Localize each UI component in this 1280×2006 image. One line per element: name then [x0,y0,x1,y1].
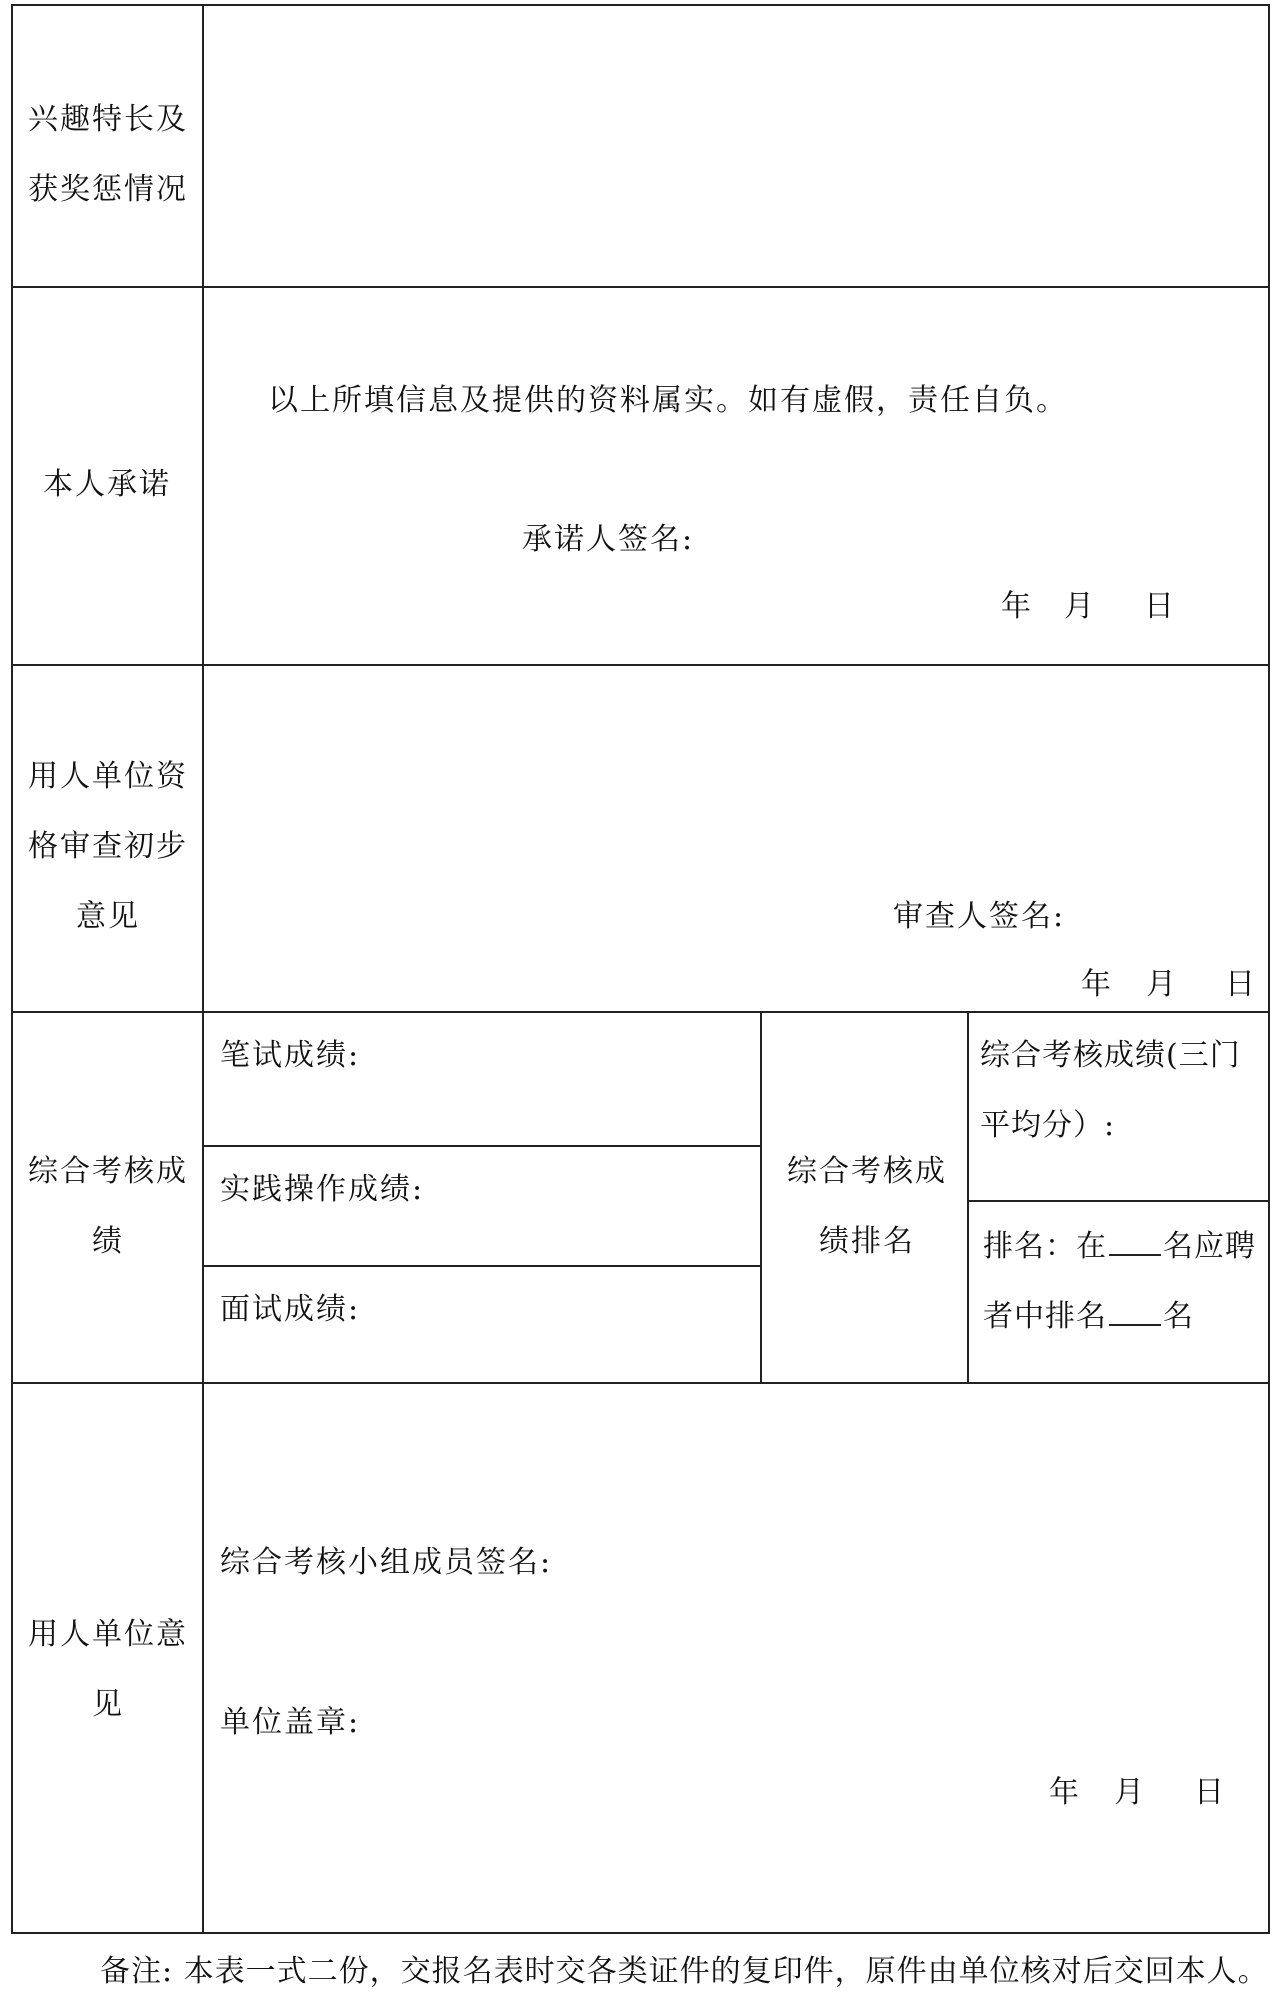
employer-year: 年 [1049,1775,1079,1810]
ranking-label: 综合考核成绩排名 [787,1154,947,1259]
footer-note: 备注: 本表一式二份，交报名表时交各类证件的复印件，原件由单位核对后交回本人。 [100,1954,1269,1989]
pledge-signature-label: 承诺人签名: [522,522,695,557]
review-signature-field[interactable] [1070,892,1260,942]
average-score-label: 综合考核成绩(三门平均分）: [980,1038,1241,1143]
seal-field[interactable] [360,1698,860,1748]
row-divider-2 [11,664,1270,666]
row-divider-4 [11,1382,1270,1384]
hobbies-input-area[interactable] [204,6,1268,284]
rank-position-blank[interactable] [1109,1298,1161,1326]
employer-month: 月 [1114,1775,1144,1810]
total-applicants-blank[interactable] [1109,1228,1161,1256]
practical-score-label: 实践操作成绩: [220,1172,425,1207]
rank-prefix: 排名：在 [983,1229,1107,1264]
review-day: 日 [1225,967,1255,1002]
label-column-divider [202,4,204,1934]
members-signature-field[interactable] [560,1538,1240,1588]
pledge-statement: 以上所填信息及提供的资料属实。如有虚假，责任自负。 [268,383,1068,418]
pledge-year: 年 [1001,589,1031,624]
review-year: 年 [1081,967,1111,1002]
review-label: 用人单位资格审查初步意见 [28,759,188,934]
rank-text [983,1212,1265,1352]
scores-subrow-divider-2 [202,1265,760,1267]
pledge-signature-field[interactable] [700,515,1100,565]
written-score-label: 笔试成绩: [220,1038,361,1073]
scores-average-divider [967,1200,1270,1202]
rank-mid: 名应聘者中排名 [983,1229,1256,1334]
employer-label: 用人单位意见 [28,1617,188,1722]
scores-label: 综合考核成绩 [28,1154,188,1259]
rank-suffix: 名 [1163,1299,1194,1334]
hobbies-label: 兴趣特长及获奖惩情况 [28,102,188,207]
scores-divider-left [760,1011,762,1382]
members-signature-label: 综合考核小组成员签名: [220,1545,553,1580]
seal-label: 单位盖章: [220,1705,361,1740]
pledge-month: 月 [1064,589,1094,624]
pledge-label: 本人承诺 [43,467,171,502]
employer-day: 日 [1194,1775,1224,1810]
practical-score-field[interactable] [430,1165,740,1215]
pledge-day: 日 [1144,589,1174,624]
review-month: 月 [1146,967,1176,1002]
written-score-field[interactable] [360,1031,740,1081]
interview-score-field[interactable] [360,1285,740,1335]
scores-divider-right [967,1011,969,1382]
review-signature-label: 审查人签名: [893,899,1066,934]
row-divider-1 [11,286,1270,288]
scores-subrow-divider-1 [202,1145,760,1147]
interview-score-label: 面试成绩: [220,1292,361,1327]
